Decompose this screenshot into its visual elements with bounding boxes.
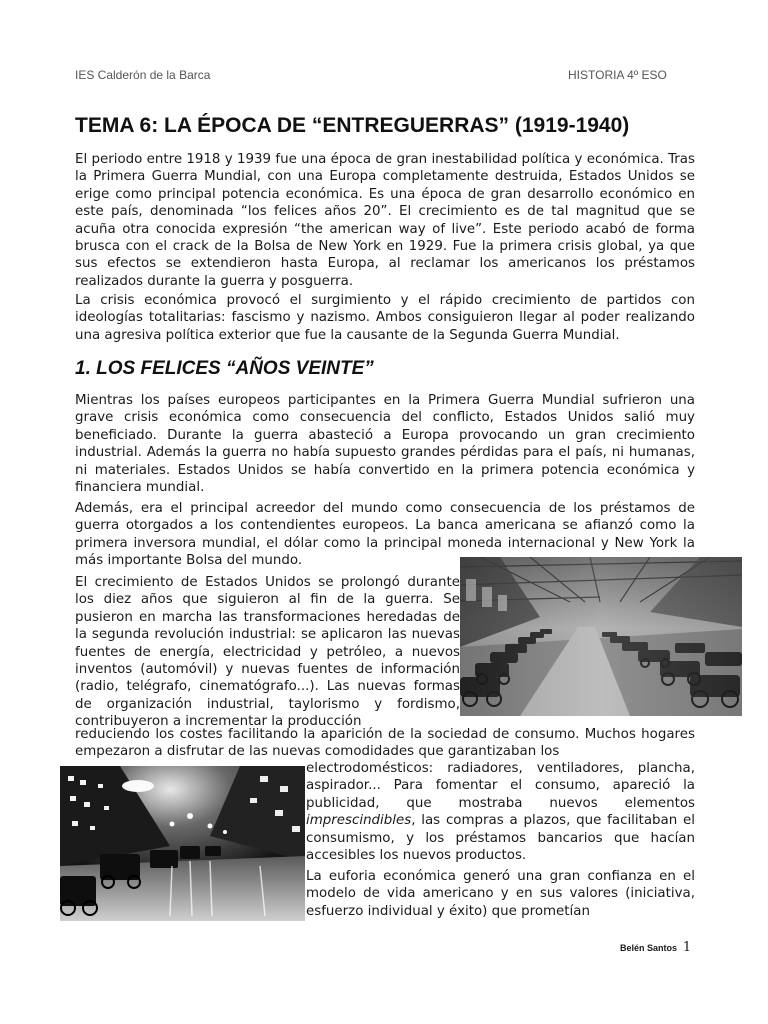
page-footer [620, 940, 691, 955]
emphasis-text: imprescindibles [306, 813, 412, 829]
section-heading: 1. LOS FELICES “AÑOS VEINTE” [75, 358, 374, 379]
header-subject: HISTORIA 4º ESO [568, 68, 667, 82]
section-paragraph-3-end: electrodomésticos: radiadores, ventiladores, plancha, aspirador... Para fomentar el consumo, apareció la publicidad, que mostraba nuevos elementos imprescindibles, las compras a plazos, que facilitaban el consumismo, y los préstamos bancarios que hacían accesibles los nuevos productos. [306, 761, 695, 864]
page-number: 1 [682, 940, 692, 955]
intro-paragraph-2: La crisis económica provocó el surgimiento y el rápido crecimiento de partidos con ideologías totalitarias: fascismo y nazismo. Ambos consiguieron llegar al poder realizando una agresiva política exterior que fue la causante de la Segunda Guerra Mundial. [75, 293, 695, 343]
section-paragraph-1: Mientras los países europeos participantes en la Primera Guerra Mundial sufrieron una grave crisis económica como consecuencia del conflicto, Estados Unidos salió muy beneficiado. Durante la guerra abasteció a Europa provocando un gran crecimiento industrial. Además la guerra no había supuesto grandes pérdidas para el país, ni humanas, ni materiales. Estados Unidos se había convertido en la primera potencia económica y financiera mundial. [75, 393, 695, 496]
footer-author: Belén Santos [620, 943, 678, 953]
section-paragraph-3-beside-photo: El crecimiento de Estados Unidos se prolongó durante los diez años que siguieron al fin de la guerra. Se pusieron en marcha las transformaciones heredadas de la segunda revolución industrial: se aplicaron las nuevas fuentes de energía, electricidad y petróleo, a nuevos inventos (automóvil) y nuevas fuentes de información (radio, telégrafo, cinematógrafo...). Las nuevas formas de organización industrial, taylorismo y fordismo, contribuyeron a incrementar la producción [75, 575, 460, 730]
section-paragraph-2: Además, era el principal acreedor del mundo como consecuencia de los préstamos de guerra otorgados a los contendientes europeos. La banca americana se afianzó como la primera inversora mundial, el dólar como la principal moneda internacional y New York la más importante Bolsa del mundo. [75, 501, 695, 569]
page-title: TEMA 6: LA ÉPOCA DE “ENTREGUERRAS” (1919-1940) [75, 114, 630, 137]
night-street-photo [60, 766, 305, 921]
factory-assembly-photo [460, 557, 742, 716]
section-paragraph-3-continued: reduciendo los costes facilitando la aparición de la sociedad de consumo. Muchos hogares empezaron a disfrutar de las nuevas comodidades que garantizaban los [75, 727, 695, 760]
header-school: IES Calderón de la Barca [75, 68, 211, 82]
intro-paragraph-1: El periodo entre 1918 y 1939 fue una época de gran inestabilidad política y económica. Tras la Primera Guerra Mundial, con una Europa completamente destruida, Estados Unidos se erige como principal potencia económica. Es una época de gran desarrollo económico en este país, denominada “los felices años 20”. El crecimiento es de tal magnitud que se acuña otra conocida expresión “the american way of live”. Este periodo acabó de forma brusca con el crack de la Bolsa de New York en 1929. Fue la primera crisis global, ya que sus efectos se extendieron hasta Europa, al reclamar los americanos los préstamos realizados durante la guerra y posguerra. [75, 152, 695, 289]
section-paragraph-4: La euforia económica generó una gran confianza en el modelo de vida americano y en sus valores (iniciativa, esfuerzo individual y éxito) que prometían [306, 869, 695, 919]
